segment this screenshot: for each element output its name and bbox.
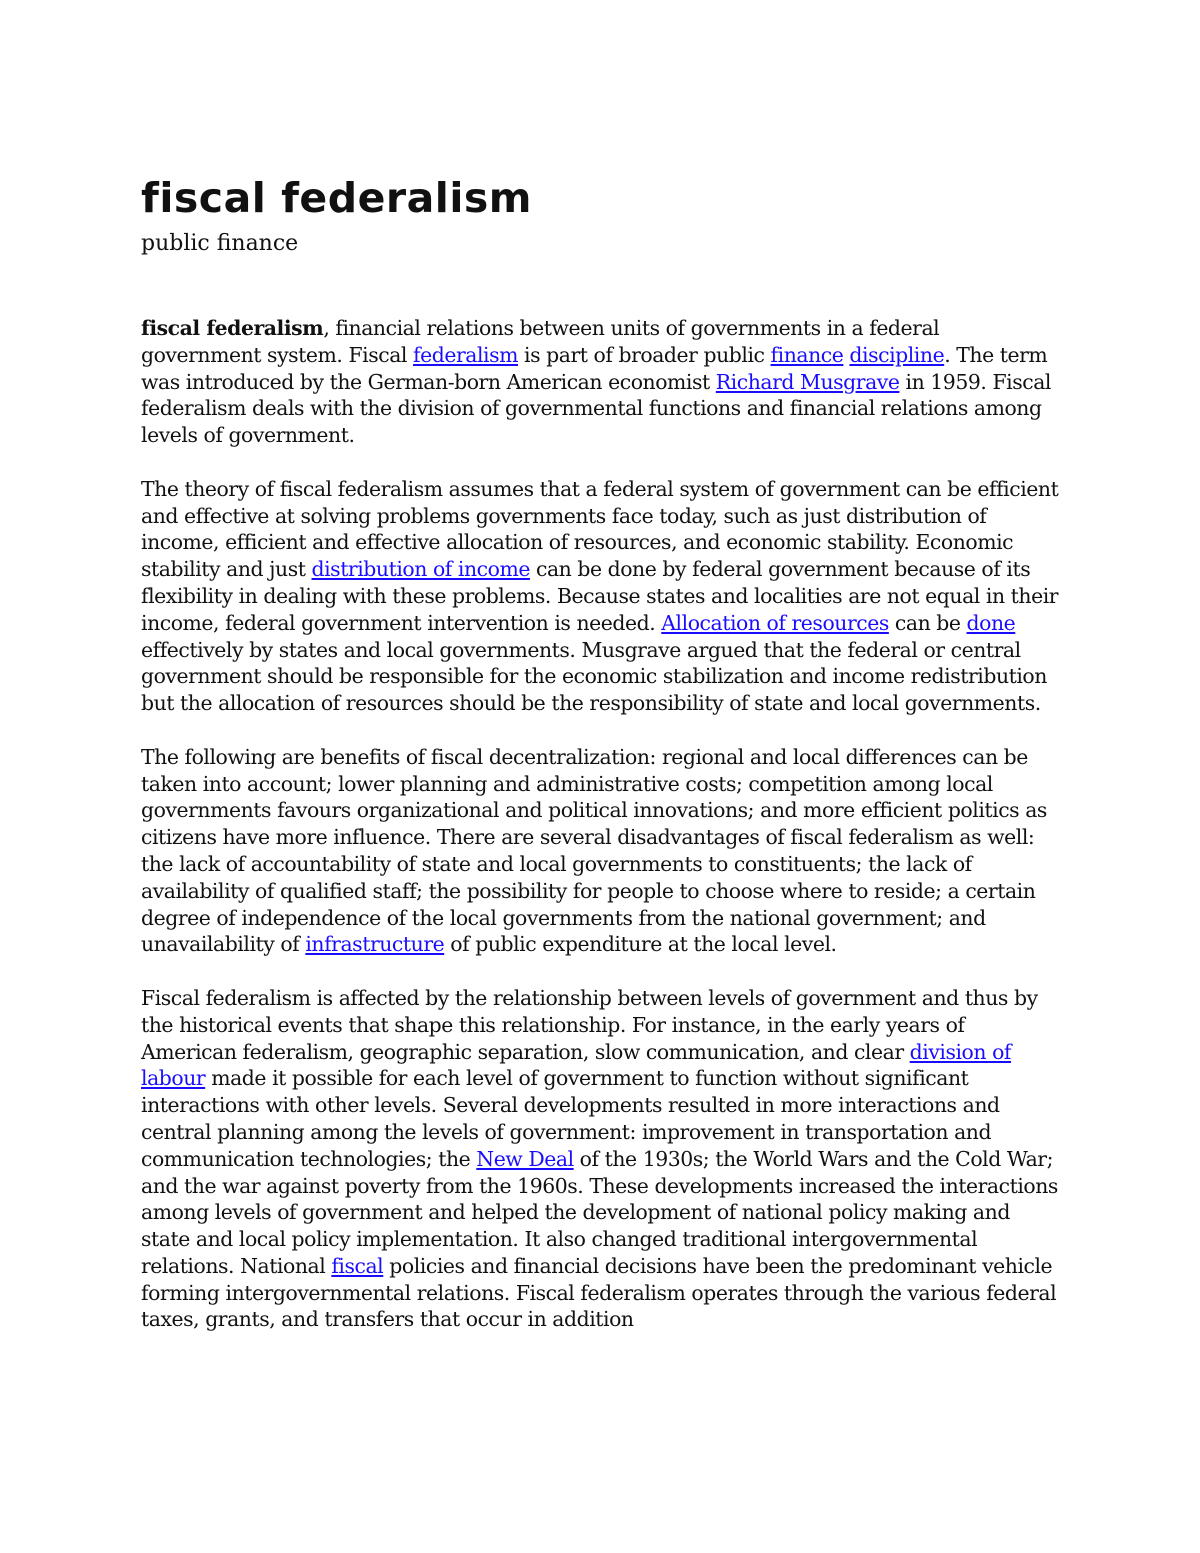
bold-term: fiscal federalism [141,316,324,340]
document-page [141,170,1061,1333]
text-span: policies and financial decisions have been the predominant vehicle forming intergovernmental relations. Fiscal federalism operates through the various federal taxes, grants, and transfers that occur in addition [141,1253,1057,1332]
text-span: , financial relations between units of governments in a federal government system. Fiscal [141,316,940,367]
text-span: . The term was introduced by the German-born American economist [141,342,1048,394]
text-span: effectively by states and local governments. Musgrave argued that the federal or central government should be responsible for the economic stabilization and income redistribution but the allocation of resources should be the responsibility of state and local governments. [141,637,1047,716]
page-subtitle: public finance [141,231,299,256]
link-finance[interactable]: finance [770,342,844,367]
text-span: is part of broader public [518,342,771,367]
link-infrastructure[interactable]: infrastructure [305,932,445,957]
link-allocation-of-resources[interactable]: Allocation of resources [661,610,889,635]
text-span: Fiscal federalism is affected by the relationship between levels of government and thus by the historical events that shape this relationship. For instance, in the early years of American federalism, geographic separation, slow communication, and clear [141,985,1038,1064]
text-span: made it possible for each level of government to function without significant interactions with other levels. Several developments resulted in more interactions and central planning among the levels of government: improvement in transportation and communication technologies; the [141,1066,1000,1171]
link-richard-musgrave[interactable]: Richard Musgrave [715,369,900,394]
text-span: of public expenditure at the local level. [444,932,837,957]
link-federalism[interactable]: federalism [413,342,519,367]
text-span: The following are benefits of fiscal decentralization: regional and local differences can be taken into account; lower planning and administrative costs; competition among local governments favours organizational and political innovations; and more efficient politics as citizens have more influence. There are several disadvantages of fiscal federalism as well: the lack of accountability of state and local governments to constituents; the lack of availability of qualified staff; the possibility for people to choose where to reside; a certain degree of independence of the local governments from the national government; and unavailability of [141,744,1047,957]
paragraph-benefits [141,744,1061,958]
paragraph-history [141,985,1061,1333]
text-span: can be done by federal government because of its flexibility in dealing with these problems. Because states and localities are not equal in their income, federal government intervention is needed. [141,557,1059,635]
text-span: of the 1930s; the World Wars and the Cold War; and the war against poverty from the 1960s. These developments increased the interactions among levels of government and helped the development of national policy making and state and local policy implementation. It also changed traditional intergovernmental relations. National [141,1146,1058,1278]
link-discipline[interactable]: discipline [849,342,945,367]
link-new-deal[interactable]: New Deal [476,1146,574,1171]
text-span: The theory of fiscal federalism assumes that a federal system of government can be efficient and effective at solving problems governments face today, such as just distribution of income, efficient and effective allocation of resources, and economic stability. Economic stability and just [141,476,1059,582]
paragraph-theory [141,476,1061,717]
page-title: fiscal federalism [141,174,533,222]
link-done[interactable]: done [966,610,1016,635]
text-span: can be [888,610,967,635]
link-fiscal[interactable]: fiscal [331,1253,384,1278]
link-division-of-labour[interactable]: division of labour [141,1039,1012,1091]
link-distribution-of-income[interactable]: distribution of income [311,557,530,582]
text-span: in 1959. Fiscal federalism deals with the division of governmental functions and financial relations among levels of government. [141,369,1051,448]
paragraph-intro [141,315,1061,449]
